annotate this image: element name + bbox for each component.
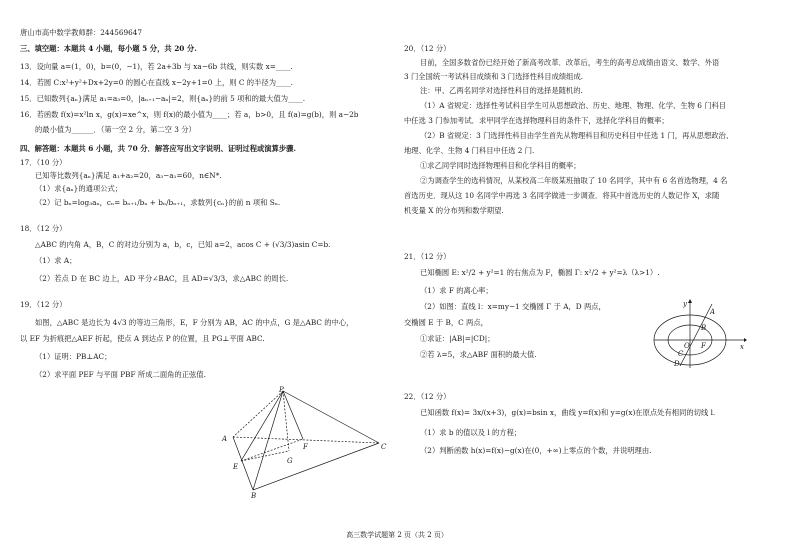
fig19-label-g: G (287, 457, 293, 465)
question-18-head: 18．（12 分） (20, 224, 67, 233)
fig21-label-c: C (678, 350, 684, 358)
question-20-p10: 首选历史．现从这 10 名同学中再选 3 名同学做进一步调查．将其中首选历史的人数记作 X，求随 (404, 191, 720, 200)
question-21-part3: 交椭圆 E 于 B，C 两点， (404, 318, 488, 327)
question-20-p11: 机变量 X 的分布列和数学期望. (404, 206, 504, 215)
figure-19-tetrahedron (215, 385, 395, 500)
figure-21-ellipses (650, 298, 750, 370)
fig21-label-f: F (701, 342, 706, 350)
fig19-label-b: B (251, 492, 257, 500)
page-footer: 高三数学试题第 2 页（共 2 页） (346, 531, 448, 539)
question-20-p9: ②为调查学生的选科情况，从某校高二年级某班抽取了 10 名同学，其中有 6 名首选物理，4 名 (420, 176, 728, 185)
question-21-head: 21．（12 分） (404, 252, 451, 261)
question-16-line1: 16．若函数 f(x)=x²ln x，g(x)=xe^x，则 f(x)的最小值为____；若 a，b>0，且 f(a)=g(b)，则 a−2b (20, 110, 359, 119)
fig19-label-f: F (303, 443, 308, 451)
question-21-part5: ②若 λ=5，求△ABF 面积的最大值. (420, 350, 537, 359)
question-20-p2: 3 门全国统一考试科目成绩和 3 门选择性科目成绩组成. (404, 72, 584, 81)
fig21-label-x: x (740, 343, 744, 351)
question-22-head: 22．（12 分） (404, 392, 451, 401)
question-20-p4: （1）A 省规定：选择性考试科目学生可从思想政治、历史、地理、物理、化学、生物 6 门科目 (420, 101, 727, 110)
question-19-part2: （2）求平面 PEF 与平面 PBF 所成二面角的正弦值. (35, 370, 206, 379)
fig19-label-p: P (279, 386, 284, 394)
question-17-head: 17．（10 分） (20, 158, 67, 167)
question-20-p7: 地理、化学、生物 4 门科目中任选 2 门. (404, 146, 535, 155)
fig21-label-o: O (684, 342, 690, 350)
fig19-label-c: C (381, 443, 387, 451)
fig21-label-a: A (710, 308, 716, 316)
question-18-part1: （1）求 A； (35, 256, 77, 265)
question-16-line2: 的最小值为______．（第一空 2 分，第二空 3 分） (35, 125, 196, 134)
question-13: 13．设向量 a=(1，0)，b=(0，−1)，若 2a+3b 与 xa−6b 共线，则实数 x=____. (20, 62, 293, 71)
question-20-p8: ①求乙同学同时选择物理科目和化学科目的概率； (420, 161, 581, 170)
section3-title: 三、填空题：本题共 4 小题，每小题 5 分，共 20 分. (20, 44, 197, 53)
fig21-label-y: y (683, 300, 687, 308)
fig21-label-d: D (674, 360, 680, 368)
question-21-part4: ①求证：|AB|=|CD|； (420, 334, 495, 343)
question-17-stem: 已知等比数列{aₙ}满足 a₁+a₂=20，a₃−a₁=60，n∈N*. (35, 171, 222, 180)
question-19-head: 19．（12 分） (20, 300, 67, 309)
question-20-head: 20．（12 分） (404, 44, 451, 53)
question-14: 14．若圆 C:x²+y²+Dx+2y=0 的圆心在直线 x−2y+1=0 上，则 C 的半径为____. (20, 78, 293, 87)
section4-title: 四、解答题：本题共 6 小题，共 70 分．解答应写出文字说明、证明过程或演算步骤. (20, 144, 297, 153)
question-19-stem1: 如图，△ABC 是边长为 4√3 的等边三角形，E，F 分别为 AB，AC 的中点，G 是△ABC 的中心， (35, 318, 354, 327)
question-21-stem: 已知椭圆 E: x²/2 + y²=1 的右焦点为 F，椭圆 Γ: x²/2 + y²=λ（λ>1）. (420, 268, 660, 277)
question-20-p5: 中任选 3 门参加考试．求甲同学在选择物理科目的条件下，选择化学科目的概率； (404, 116, 669, 125)
fig19-label-e: E (233, 463, 239, 471)
fig19-label-a: A (222, 435, 228, 443)
question-19-part1: （1）证明：PB⊥AC； (35, 352, 112, 361)
header-note: 唐山市高中数学教师群：244569647 (20, 28, 143, 37)
question-19-stem2: 以 EF 为折痕把△AEF 折起，使点 A 到达点 P 的位置，且 PG⊥平面 ABC. (20, 334, 265, 343)
question-22-part2: （2）判断函数 h(x)=f(x)−g(x)在(0，+∞)上零点的个数，并说明理由. (420, 446, 652, 455)
question-17-part1: （1）求{aₙ}的通项公式； (35, 184, 123, 193)
question-20-p3: 注：甲、乙两名同学对选择性科目的选择是随机的. (420, 86, 583, 95)
question-21-part1: （1）求 F 的离心率； (420, 286, 493, 295)
question-15: 15．已知数列{aₙ}满足 a₁=a₃=0，|aₙ₊₁−aₙ|=2，则{aₙ}的前 5 项和的最大值为____. (20, 94, 306, 103)
question-22-part1: （1）求 b 的值以及 l 的方程； (420, 428, 522, 437)
question-20-p1: 目前，全国多数省份已经开始了新高考改革．改革后，考生的高考总成绩由语文、数学、外语 (420, 58, 720, 67)
question-17-part2: （2）记 bₙ=log₃aₙ，cₙ= bₙ₊₁/bₙ + bₙ/bₙ₊₁，求数列{cₙ}的前 n 项和 Sₙ. (35, 198, 281, 207)
question-18-stem: △ABC 的内角 A，B，C 的对边分别为 a，b，c，已知 a=2，acos C + (√3/3)asin C=b. (35, 240, 331, 249)
question-18-part2: （2）若点 D 在 BC 边上，AD 平分∠BAC，且 AD=√3/3，求△ABC 的周长. (35, 274, 289, 283)
question-21-part2: （2）如图：直线 l：x=my−1 交椭圆 Γ 于 A，D 两点， (420, 302, 606, 311)
fig21-label-b: B (701, 324, 707, 332)
question-22-stem: 已知函数 f(x)= 3x/(x+3)，g(x)=bsin x，曲线 y=f(x)和 y=g(x)在原点处有相同的切线 l. (420, 408, 716, 417)
question-20-p6: （2）B 省规定：3 门选择性科目由学生首先从物理科目和历史科目中任选 1 门，再从思想政治、 (420, 131, 734, 140)
